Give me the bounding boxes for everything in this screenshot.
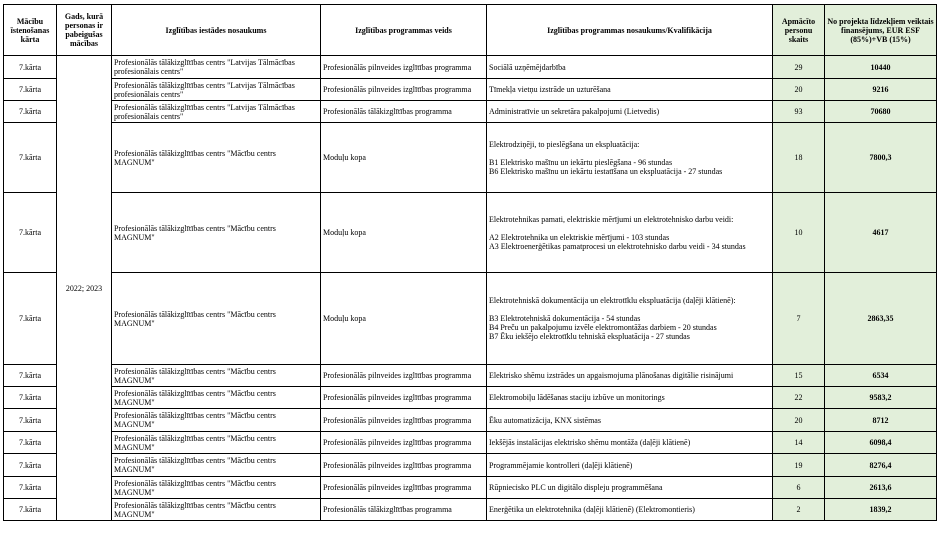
table-row — [4, 56, 937, 79]
cell-skaits: 18 — [773, 123, 825, 193]
cell-finansejums: 10440 — [825, 56, 937, 79]
cell-finansejums: 7800,3 — [825, 123, 937, 193]
cell-karta: 7.kārta — [4, 79, 57, 101]
cell-skaits: 93 — [773, 101, 825, 123]
cell-skaits: 6 — [773, 477, 825, 499]
cell-skaits: 29 — [773, 56, 825, 79]
cell-finansejums: 9583,2 — [825, 387, 937, 409]
cell-karta: 7.kārta — [4, 123, 57, 193]
cell-skaits: 14 — [773, 432, 825, 454]
cell-karta: 7.kārta — [4, 409, 57, 432]
cell-veids: Moduļu kopa — [321, 273, 487, 365]
table-row — [4, 387, 937, 409]
cell-line: B6 Elektrisko mašīnu un iekārtu iestatīšana un ekspluatācija - 27 stundas — [489, 166, 723, 176]
table-row — [4, 499, 937, 521]
cell-nosaukums: Administratīvie un sekretāra pakalpojumi (Lietvedis) — [487, 101, 773, 123]
cell-nosaukums — [487, 123, 773, 193]
cell-iestade: Profesionālās tālākizglītības centrs "Mācību centrs MAGNUM" — [112, 477, 321, 499]
cell-veids: Moduļu kopa — [321, 193, 487, 273]
cell-skaits: 15 — [773, 365, 825, 387]
table-row — [4, 365, 937, 387]
cell-line: Elektrotehnikas pamati, elektriskie mērījumi un elektrotehnisko darbu veidi: — [489, 214, 734, 224]
cell-veids: Profesionālās pilnveides izglītības programma — [321, 454, 487, 477]
table-row — [4, 123, 937, 193]
cell-finansejums: 6098,4 — [825, 432, 937, 454]
cell-iestade: Profesionālās tālākizglītības centrs "Latvijas Tālmācības profesionālais centrs" — [112, 79, 321, 101]
cell-skaits: 7 — [773, 273, 825, 365]
header-iestade: Izglītības iestādes nosaukums — [112, 5, 321, 56]
cell-karta: 7.kārta — [4, 432, 57, 454]
header-gads: Gads, kurā personas ir pabeigušas mācības — [57, 5, 112, 56]
cell-nosaukums: Elektrisko shēmu izstrādes un apgaismojuma plānošanas digitālie risinājumi — [487, 365, 773, 387]
table-row — [4, 432, 937, 454]
cell-iestade: Profesionālās tālākizglītības centrs "Mācību centrs MAGNUM" — [112, 365, 321, 387]
cell-finansejums: 6534 — [825, 365, 937, 387]
table-row — [4, 409, 937, 432]
cell-finansejums: 9216 — [825, 79, 937, 101]
cell-skaits: 22 — [773, 387, 825, 409]
cell-karta: 7.kārta — [4, 387, 57, 409]
cell-karta: 7.kārta — [4, 273, 57, 365]
cell-finansejums: 8276,4 — [825, 454, 937, 477]
cell-line: B7 Ēku iekšējo elektrotīklu tehniskā ekspluatācija - 27 stundas — [489, 332, 690, 341]
cell-finansejums: 8712 — [825, 409, 937, 432]
cell-veids: Profesionālās pilnveides izglītības programma — [321, 79, 487, 101]
cell-finansejums: 2863,35 — [825, 273, 937, 365]
cell-skaits: 19 — [773, 454, 825, 477]
cell-karta: 7.kārta — [4, 193, 57, 273]
cell-karta: 7.kārta — [4, 499, 57, 521]
cell-veids: Profesionālās pilnveides izglītības programma — [321, 477, 487, 499]
cell-gads: 2022; 2023 — [57, 56, 112, 521]
cell-iestade: Profesionālās tālākizglītības centrs "Mācību centrs MAGNUM" — [112, 499, 321, 521]
cell-nosaukums: Tīmekļa vietņu izstrāde un uzturēšana — [487, 79, 773, 101]
cell-nosaukums — [487, 193, 773, 273]
table-row — [4, 273, 937, 365]
cell-line: A2 Elektrotehnika un elektriskie mērījumi - 103 stundas — [489, 232, 670, 242]
cell-nosaukums: Sociālā uzņēmējdarbība — [487, 56, 773, 79]
cell-iestade: Profesionālās tālākizglītības centrs "Mācību centrs MAGNUM" — [112, 387, 321, 409]
cell-finansejums: 1839,2 — [825, 499, 937, 521]
cell-line-gap — [489, 305, 770, 314]
cell-iestade: Profesionālās tālākizglītības centrs "Mācību centrs MAGNUM" — [112, 273, 321, 365]
cell-iestade: Profesionālās tālākizglītības centrs "Mācību centrs MAGNUM" — [112, 409, 321, 432]
table-row — [4, 101, 937, 123]
cell-nosaukums: Enerģētika un elektrotehnika (daļēji klātienē) (Elektromontieris) — [487, 499, 773, 521]
cell-nosaukums: Iekšējās instalācijas elektrisko shēmu montāža (daļēji klātienē) — [487, 432, 773, 454]
header-finansejums: No projekta līdzekļiem veiktais finansējums, EUR ESF (85%)+VB (15%) — [825, 5, 937, 56]
cell-nosaukums: Rūpnieciskо PLC un digitālo displeju programmēšana — [487, 477, 773, 499]
cell-karta: 7.kārta — [4, 454, 57, 477]
cell-karta: 7.kārta — [4, 101, 57, 123]
cell-karta: 7.kārta — [4, 56, 57, 79]
table-row — [4, 79, 937, 101]
header-nosaukums: Izglītības programmas nosaukums/Kvalifikācija — [487, 5, 773, 56]
cell-iestade: Profesionālās tālākizglītības centrs "Mācību centrs MAGNUM" — [112, 454, 321, 477]
table-row — [4, 193, 937, 273]
header-karta: Mācību īstenošanas kārta — [4, 5, 57, 56]
cell-karta: 7.kārta — [4, 365, 57, 387]
cell-veids: Profesionālās pilnveides izglītības programma — [321, 365, 487, 387]
cell-finansejums: 2613,6 — [825, 477, 937, 499]
cell-line: A3 Elektroenerģētikas pamatprocesi un elektrotehnisko darbu veidi - 34 stundas — [489, 241, 746, 251]
cell-finansejums: 4617 — [825, 193, 937, 273]
cell-nosaukums: Ēku automatizācija, KNX sistēmas — [487, 409, 773, 432]
table-row — [4, 477, 937, 499]
table-row — [4, 454, 937, 477]
cell-veids: Profesionālās pilnveides izglītības programma — [321, 56, 487, 79]
cell-nosaukums: Elektromobiļu lādēšanas staciju izbūve un monitorings — [487, 387, 773, 409]
cell-skaits: 2 — [773, 499, 825, 521]
cell-veids: Profesionālās pilnveides izglītības programma — [321, 409, 487, 432]
cell-iestade: Profesionālās tālākizglītības centrs "Mācību centrs MAGNUM" — [112, 123, 321, 193]
cell-finansejums: 70680 — [825, 101, 937, 123]
cell-iestade: Profesionālās tālākizglītības centrs "Mācību centrs MAGNUM" — [112, 193, 321, 273]
cell-veids: Moduļu kopa — [321, 123, 487, 193]
cell-veids: Profesionālās tālākizglītības programma — [321, 499, 487, 521]
cell-iestade: Profesionālās tālākizglītības centrs "Mācību centrs MAGNUM" — [112, 432, 321, 454]
cell-iestade: Profesionālās tālākizglītības centrs "Latvijas Tālmācības profesionālais centrs" — [112, 56, 321, 79]
training-table — [3, 4, 937, 521]
cell-veids: Profesionālās pilnveides izglītības programma — [321, 387, 487, 409]
cell-skaits: 20 — [773, 409, 825, 432]
cell-veids: Profesionālās pilnveides izglītības programma — [321, 432, 487, 454]
cell-line: B1 Elektrisko mašīnu un iekārtu pieslēgšana - 96 stundas — [489, 157, 673, 167]
cell-nosaukums — [487, 273, 773, 365]
header-veids: Izglītības programmas veids — [321, 5, 487, 56]
cell-line: Elektrotehniskā dokumentācija un elektrotīklu ekspluatācija (daļēji klātienē): — [489, 296, 736, 305]
cell-line: B3 Elektrotehniskā dokumentācija - 54 stundas — [489, 314, 641, 323]
cell-nosaukums: Programmējamie kontrolleri (daļēji klātienē) — [487, 454, 773, 477]
cell-karta: 7.kārta — [4, 477, 57, 499]
cell-skaits: 20 — [773, 79, 825, 101]
cell-line-gap — [489, 224, 770, 233]
header-skaits: Apmācīto personu skaits — [773, 5, 825, 56]
cell-line: Elektrodziņēji, to pieslēgšana un ekspluatācija: — [489, 139, 640, 149]
cell-iestade: Profesionālās tālākizglītības centrs "Latvijas Tālmācības profesionālais centrs" — [112, 101, 321, 123]
header-row — [4, 5, 937, 56]
cell-line: B4 Preču un pakalpojumu izvēle elektromontāžas darbiem - 20 stundas — [489, 323, 717, 332]
cell-line-gap — [489, 149, 770, 158]
cell-skaits: 10 — [773, 193, 825, 273]
cell-veids: Profesionālās tālākizglītības programma — [321, 101, 487, 123]
